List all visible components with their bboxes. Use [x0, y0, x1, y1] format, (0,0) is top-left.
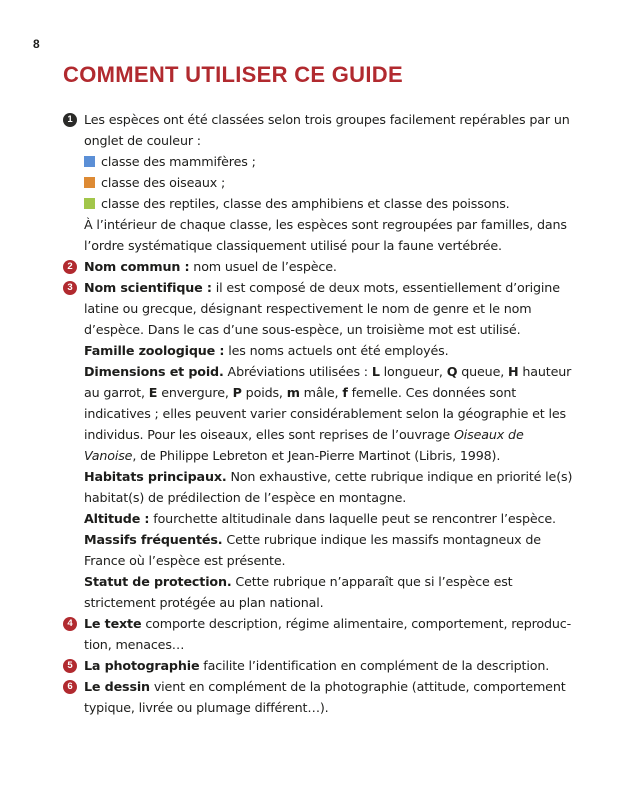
number-2-icon: 2	[63, 260, 77, 274]
dimensions-label: Dimensions et poid.	[84, 364, 224, 379]
abbr-m: m	[286, 385, 300, 400]
abbr-Q: Q	[446, 364, 458, 379]
page-number: 8	[33, 37, 40, 51]
item-6-text: vient en complément de la photographie (attitude, comportement typique, livrée ou plumage différent…).	[84, 679, 566, 715]
habitats-label: Habitats principaux.	[84, 469, 227, 484]
orange-square-icon	[84, 177, 95, 188]
number-1-icon: 1	[63, 113, 77, 127]
class-mammals-label: classe des mammifères ;	[101, 154, 256, 169]
item-5-label: La photographie	[84, 658, 200, 673]
massifs-row	[63, 529, 578, 571]
abbr-H: H	[508, 364, 519, 379]
number-6-icon: 6	[63, 680, 77, 694]
item-4	[63, 613, 578, 655]
item-1-within	[63, 214, 578, 256]
class-reptiles-row	[63, 193, 578, 214]
item-3-label: Nom scientifique :	[84, 280, 212, 295]
abbr-f-text: femelle.	[351, 385, 402, 400]
abbr-E-text: envergure,	[161, 385, 229, 400]
class-birds-row	[63, 172, 578, 193]
item-4-label: Le texte	[84, 616, 142, 631]
abbr-f: f	[342, 385, 348, 400]
book-title: Oiseaux de Vanoise	[84, 427, 524, 463]
habitats-text: Non exhaustive, cette rubrique indique en priorité le(s) habitat(s) de prédilection de l’espèce en montagne.	[84, 469, 573, 505]
item-4-text: comporte description, régime alimentaire, comportement, reproduction, menaces…	[84, 616, 572, 652]
item-1-text: Les espèces ont été classées selon trois groupes facilement repérables par un onglet de couleur :	[84, 112, 570, 148]
dimensions-intro: Abréviations utilisées :	[227, 364, 368, 379]
blue-square-icon	[84, 156, 95, 167]
item-2-label: Nom commun :	[84, 259, 190, 274]
abbr-E: E	[148, 385, 158, 400]
massifs-text: Cette rubrique indique les massifs montagneux de France où l’espèce est présente.	[84, 532, 541, 568]
item-5	[63, 655, 578, 676]
item-3-text: il est composé de deux mots, essentiellement d’origine latine ou grecque, désignant respectivement le nom de genre et le nom d’espèce. Dans le cas d’une sous-espèce, un troisième mot est utilisé.	[84, 280, 560, 337]
abbr-H-text: hauteur au garrot,	[84, 364, 572, 400]
abbr-Q-text: queue,	[461, 364, 505, 379]
number-5-icon: 5	[63, 659, 77, 673]
dimensions-row	[63, 361, 578, 466]
number-4-icon: 4	[63, 617, 77, 631]
famille-label: Famille zoologique :	[84, 343, 225, 358]
class-reptiles-label: classe des reptiles, classe des amphibiens et classe des poissons.	[101, 196, 510, 211]
item-5-text: facilite l’identification en complément de la description.	[203, 658, 550, 673]
statut-label: Statut de protection.	[84, 574, 232, 589]
habitats-row	[63, 466, 578, 508]
number-3-icon: 3	[63, 281, 77, 295]
abbr-L: L	[371, 364, 380, 379]
item-3	[63, 277, 578, 340]
altitude-row	[63, 508, 578, 529]
massifs-label: Massifs fréquentés.	[84, 532, 223, 547]
within-class-text: À l’intérieur de chaque classe, les espèces sont regroupées par familles, dans l’ordre systématique classiquement utilisé pour la faune vertébrée.	[84, 217, 567, 253]
abbr-m-text: mâle,	[303, 385, 339, 400]
famille-text: les noms actuels ont été employés.	[228, 343, 449, 358]
item-2-text: nom usuel de l’espèce.	[193, 259, 337, 274]
item-2	[63, 256, 578, 277]
altitude-label: Altitude :	[84, 511, 150, 526]
item-6	[63, 676, 578, 718]
class-mammals-row	[63, 151, 578, 172]
statut-row	[63, 571, 578, 613]
abbr-L-text: longueur,	[383, 364, 443, 379]
statut-text: Cette rubrique n’apparaît que si l’espèce est strictement protégée au plan national.	[84, 574, 513, 610]
altitude-text: fourchette altitudinale dans laquelle peut se rencontrer l’espèce.	[153, 511, 556, 526]
page-title: COMMENT UTILISER CE GUIDE	[63, 62, 403, 87]
abbr-P: P	[232, 385, 242, 400]
guide-content	[63, 109, 578, 718]
green-square-icon	[84, 198, 95, 209]
class-birds-label: classe des oiseaux ;	[101, 175, 226, 190]
dimensions-text-1: Ces données sont indicatives ; elles peuvent varier considérablement selon la géographie et les individus. Pour les oiseaux, elles sont reprises de l’ouvrage	[84, 385, 566, 442]
item-6-label: Le dessin	[84, 679, 150, 694]
dimensions-text-2: , de Philippe Lebreton et Jean-Pierre Martinot (Libris, 1998).	[132, 448, 501, 463]
item-1	[63, 109, 578, 151]
famille-row	[63, 340, 578, 361]
abbr-P-text: poids,	[245, 385, 283, 400]
